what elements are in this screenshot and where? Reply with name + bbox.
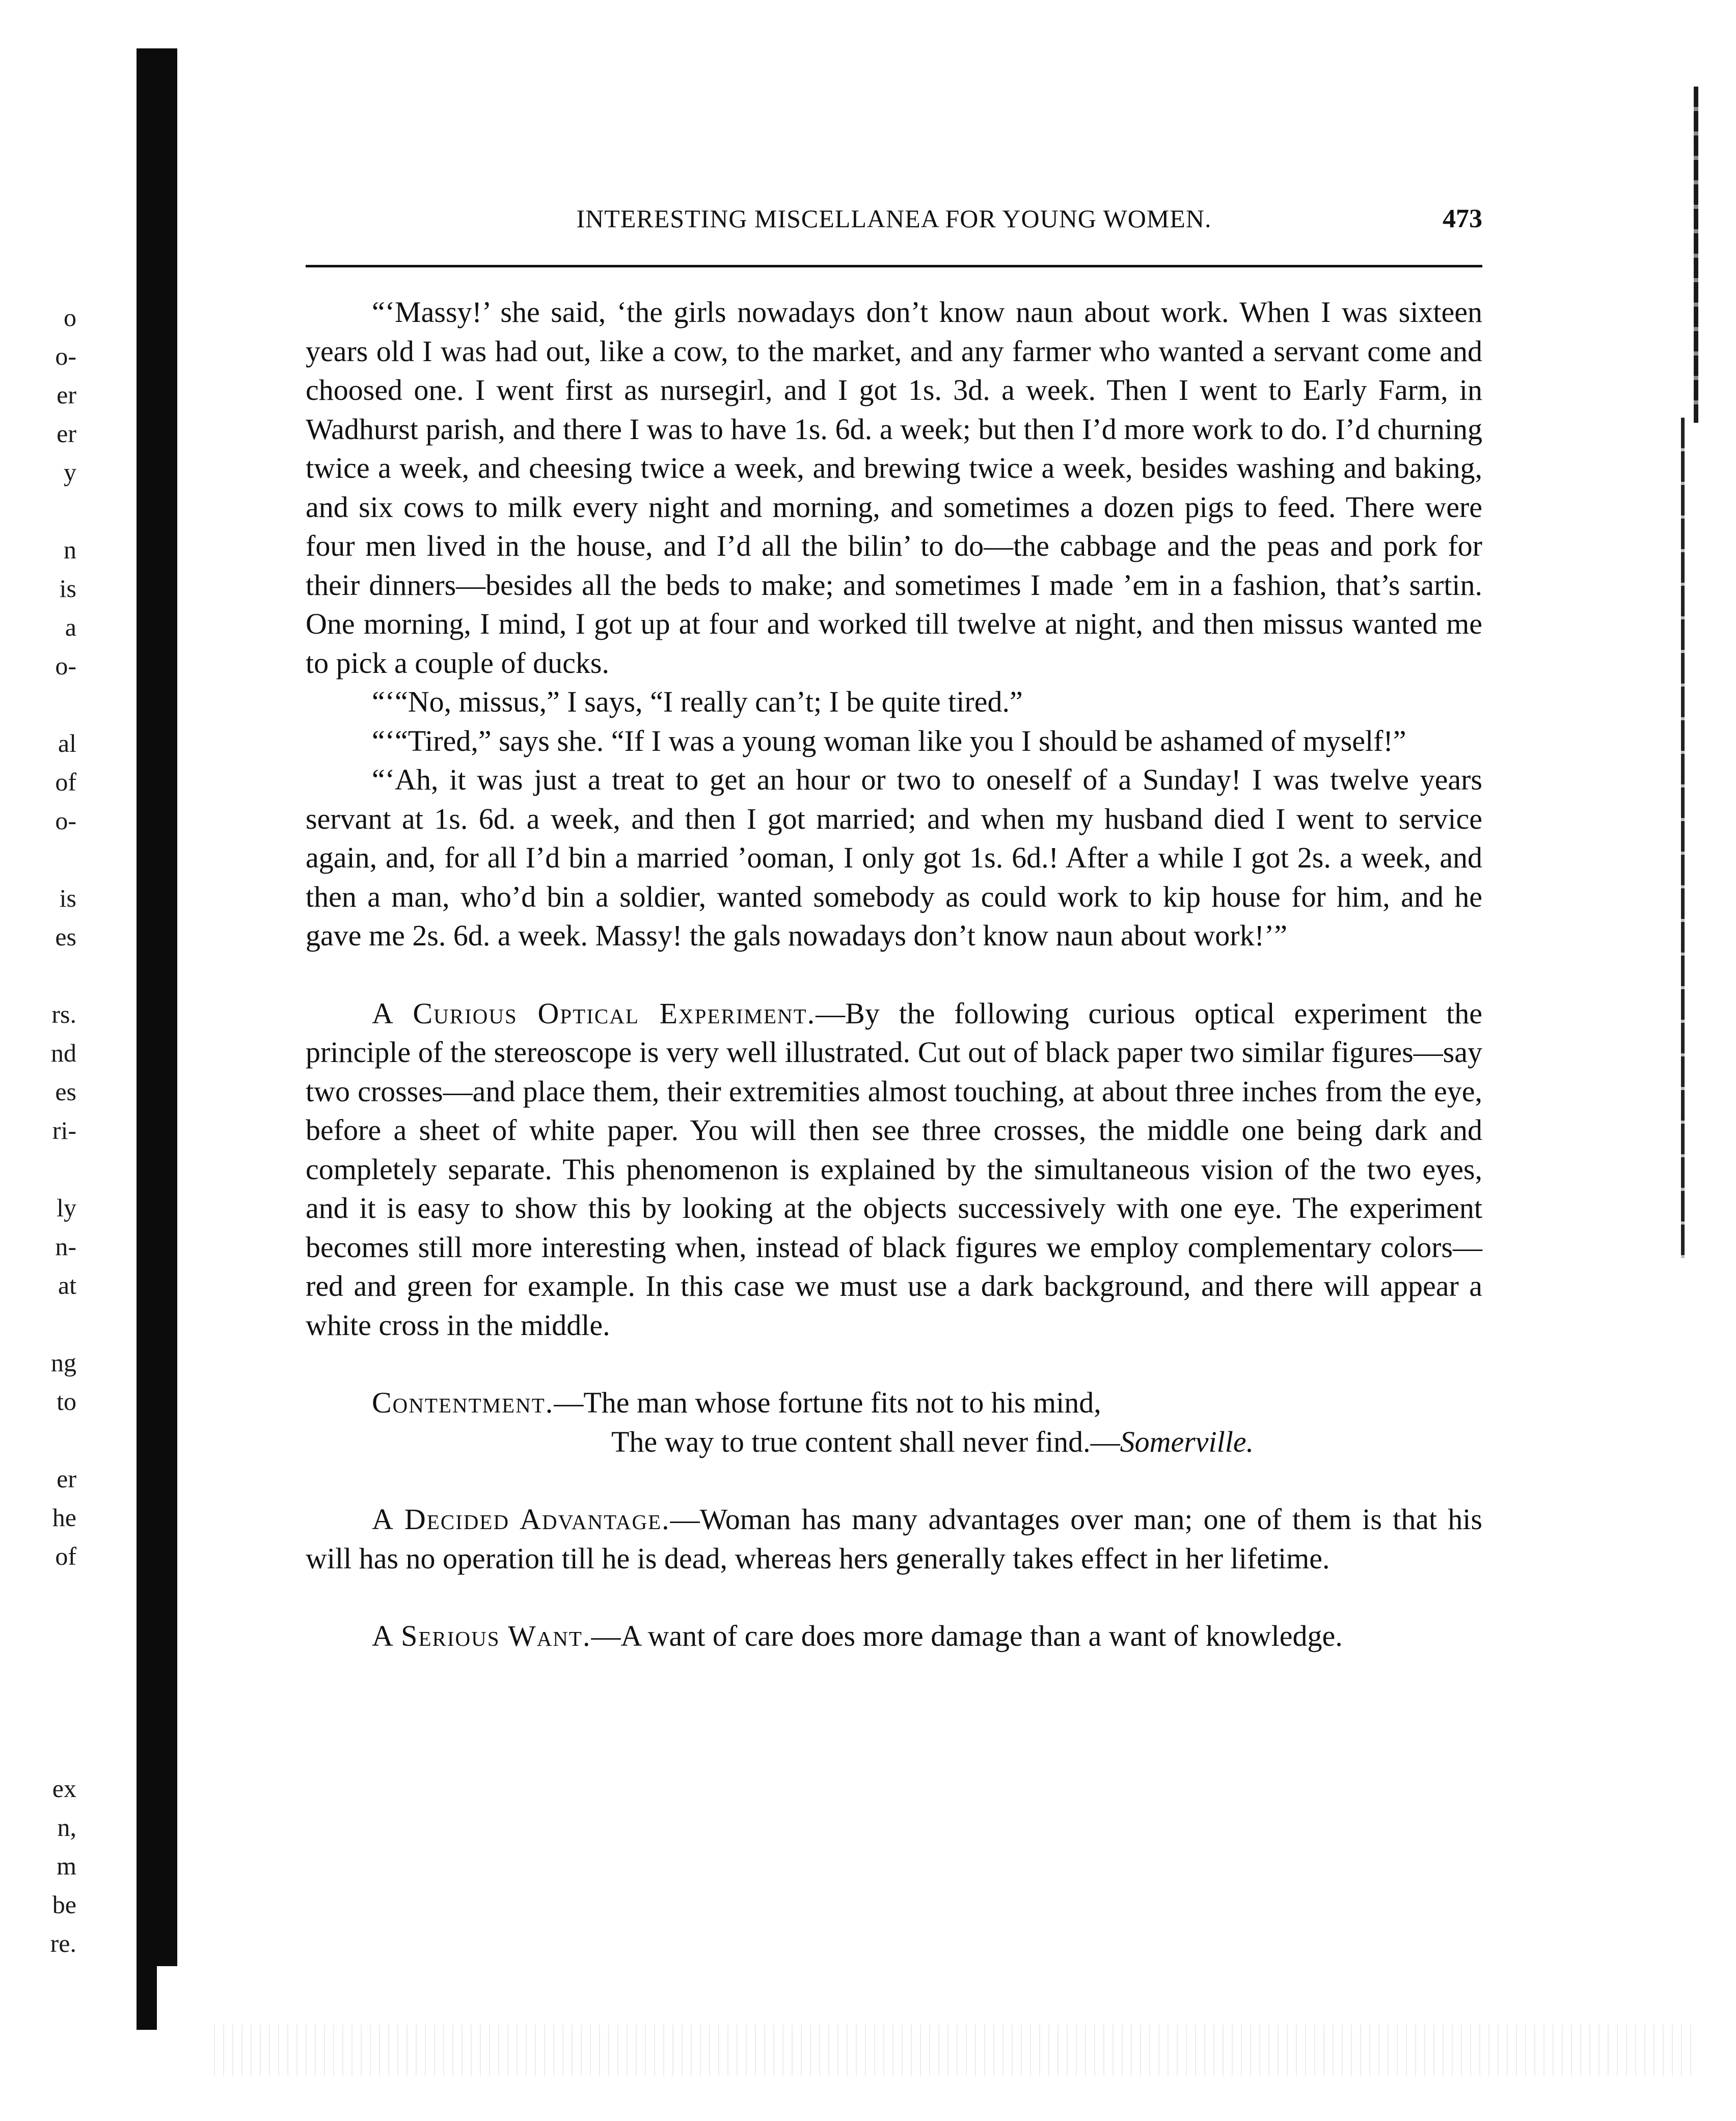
fragment: nd <box>51 1039 76 1067</box>
fragment <box>0 1692 76 1730</box>
fragment <box>0 840 76 879</box>
fragment: n, <box>57 1813 76 1841</box>
fragment <box>0 1730 76 1769</box>
fragment: m <box>57 1852 76 1880</box>
page-number: 473 <box>1443 204 1482 233</box>
fragment: be <box>52 1890 76 1919</box>
fragment <box>0 1421 76 1459</box>
contentment-verse-1: —The man whose fortune fits not to his mind, <box>554 1386 1101 1419</box>
contentment-heading: Contentment. <box>372 1386 554 1419</box>
story-paragraph: “‘“Tired,” says she. “If I was a young woman like you I should be ashamed of myself!” <box>372 724 1406 757</box>
contentment-line-1 <box>306 1383 1482 1423</box>
fragment <box>0 1150 76 1188</box>
fragment: is <box>59 884 76 912</box>
story-paragraph: “‘“No, missus,” I says, “I really can’t; I be quite tired.” <box>372 685 1023 718</box>
fragment: of <box>55 1542 76 1570</box>
fragment <box>0 1304 76 1343</box>
advantage-heading: A Decided Advantage. <box>372 1503 670 1536</box>
fragment <box>0 492 76 530</box>
fragment <box>0 956 76 995</box>
fragment: ri- <box>52 1116 76 1145</box>
optical-experiment-text: —By the following curious optical experiment the principle of the stereoscope is very well illustrated. Cut out of black paper two similar figures—say two crosses—and place them, their extremities almost touching, at about three inches from the eye, before a sheet of white paper. You will then see three crosses, the middle one being dark and completely separate. This phenomenon is explained by the simultaneous vision of the two eyes, and it is easy to show this by looking at the objects successively with one eye. The experiment becomes still more interesting when, instead of black figures we employ complementary colors—red and green for example. In this case we must use a dark background, and there will appear a white cross in the middle. <box>306 996 1482 1342</box>
fragment: at <box>58 1271 76 1299</box>
fragment: es <box>55 922 76 951</box>
contentment-line-2 <box>306 1423 1482 1462</box>
fragment <box>0 1653 76 1692</box>
optical-experiment-paragraph <box>306 994 1482 1345</box>
fragment: o- <box>55 342 76 370</box>
fragment: rs. <box>51 1000 76 1028</box>
header-rule <box>306 265 1482 267</box>
fragment: o- <box>55 806 76 835</box>
facing-page-fragments <box>0 298 76 1963</box>
fragment: er <box>57 380 76 409</box>
binding-shadow <box>137 48 177 2030</box>
advantage-paragraph <box>306 1500 1482 1578</box>
fragment: ex <box>52 1774 76 1803</box>
page-edge-mark-lower <box>1681 418 1685 1258</box>
want-paragraph <box>306 1617 1482 1656</box>
fragment <box>0 1575 76 1614</box>
fragment <box>0 1614 76 1653</box>
fragment: o <box>64 303 76 332</box>
want-heading: A Serious Want. <box>372 1619 591 1652</box>
fragment: al <box>58 729 76 757</box>
running-title: INTERESTING MISCELLANEA FOR YOUNG WOMEN. <box>576 204 1212 233</box>
fragment: ly <box>57 1193 76 1222</box>
story-paragraph: “‘Ah, it was just a treat to get an hour or two to oneself of a Sunday! I was twelve years servant at 1s. 6d. a week, and then I got married; and when my husband died I went to service again, and, for all I’d bin a married ’ooman, I only got 1s. 6d.! After a while I got 2s. a week, and then a man, who’d bin a soldier, wanted somebody as could work to kip house for him, and he gave me 2s. 6d. a week. Massy! the gals nowadays don’t know naun about work!’” <box>306 763 1482 952</box>
contentment-verse-2: The way to true content shall never find.— <box>611 1425 1120 1458</box>
advantage-text: —Woman has many advantages over man; one of them is that his will has no operation till he is dead, whereas hers generally takes effect in her lifetime. <box>306 1503 1482 1575</box>
section-gap <box>306 1578 1482 1617</box>
fragment: of <box>55 768 76 796</box>
section-gap <box>306 956 1482 994</box>
contentment-attribution: Somerville. <box>1120 1425 1254 1458</box>
want-text: —A want of care does more damage than a want of knowledge. <box>591 1619 1343 1652</box>
fragment: is <box>59 574 76 603</box>
fragment: n- <box>55 1232 76 1261</box>
fragment <box>0 685 76 724</box>
fragment: er <box>57 419 76 448</box>
fragment: to <box>57 1387 76 1416</box>
page-edge-mark <box>1694 87 1698 423</box>
fragment: es <box>55 1077 76 1106</box>
fragment: re. <box>50 1929 76 1957</box>
fragment: er <box>57 1464 76 1493</box>
section-gap <box>306 1345 1482 1383</box>
fragment: he <box>52 1503 76 1532</box>
fragment: y <box>64 458 76 486</box>
page-body <box>306 293 1482 1656</box>
section-gap <box>306 1461 1482 1500</box>
scan-noise <box>214 2025 1691 2076</box>
binding-shadow-notch <box>157 1966 180 2030</box>
fragment: ng <box>51 1348 76 1377</box>
fragment: o- <box>55 651 76 680</box>
fragment: n <box>64 535 76 564</box>
fragment: a <box>65 613 76 641</box>
story-paragraph: “‘Massy!’ she said, ‘the girls nowadays don’t know naun about work. When I was sixteen years old I was had out, like a cow, to the market, and any farmer who wanted a servant come and choosed one. I went first as nursegirl, and I got 1s. 3d. a week. Then I went to Early Farm, in Wadhurst parish, and there I was to have 1s. 6d. a week; but then I’d more work to do. I’d churning twice a week, and cheesing twice a week, and brewing twice a week, besides washing and baking, and six cows to milk every night and morning, and sometimes a dozen pigs to feed. There were four men lived in the house, and I’d all the bilin’ to do—the cabbage and the peas and pork for their dinners—besides all the beds to make; and sometimes I made ’em in a fashion, that’s sartin. One morning, I mind, I got up at four and worked till twelve at night, and then missus wanted me to pick a couple of ducks. <box>306 295 1482 679</box>
optical-experiment-heading: A Curious Optical Experiment. <box>372 996 816 1030</box>
